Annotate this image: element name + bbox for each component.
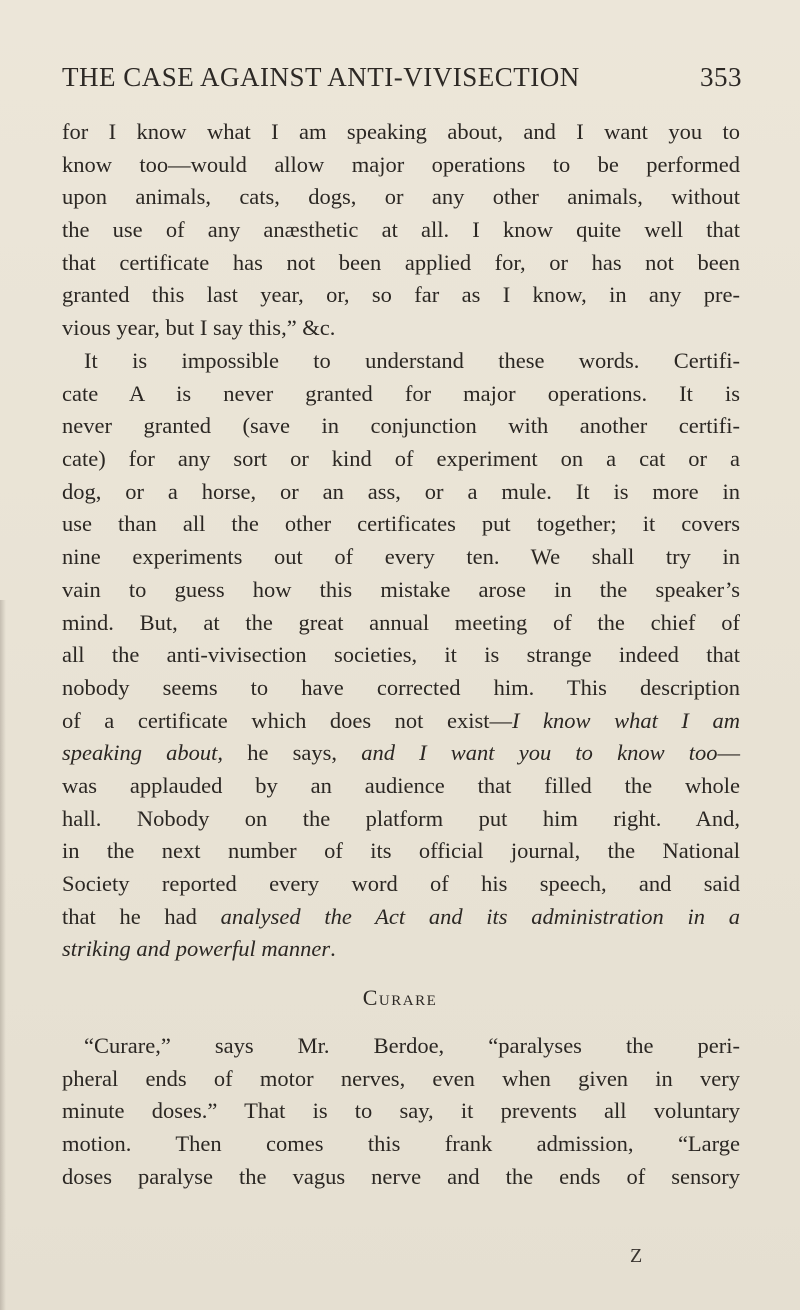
text-line: cate) for any sort or kind of experiment on a cat or a xyxy=(62,446,740,472)
italic-quote: and I want you to know too xyxy=(361,740,718,766)
text-line: “Curare,” says Mr. Berdoe, “paralyses the peri- xyxy=(84,1033,740,1058)
paragraph-curare xyxy=(62,1030,740,1193)
text-run: that he had xyxy=(62,903,221,929)
text-line: motion. Then comes this frank admission, “Large xyxy=(62,1131,740,1157)
page-gutter-shadow xyxy=(0,600,6,1310)
text-line: in the next number of its official journal, the National xyxy=(62,838,740,864)
text-line: know too—would allow major operations to be performed xyxy=(62,151,740,177)
text-line: that certificate has not been applied for, or has not been xyxy=(62,249,740,275)
text-line: all the anti-vivisection societies, it is strange indeed that xyxy=(62,642,740,668)
text-line: dog, or a horse, or an ass, or a mule. It is more in xyxy=(62,478,740,504)
text-run: he says, xyxy=(223,740,362,766)
text-line: was applauded by an audience that filled the whole xyxy=(62,772,740,798)
text-line: nobody seems to have corrected him. This description xyxy=(62,674,740,700)
text-line xyxy=(62,737,740,770)
text-line xyxy=(62,901,740,934)
text-run: of a certificate which does not exist— xyxy=(62,707,512,733)
text-line: use than all the other certificates put together; it covers xyxy=(62,511,740,537)
text-line: nine experiments out of every ten. We shall try in xyxy=(62,544,740,570)
text-line: never granted (save in conjunction with another certifi- xyxy=(62,413,740,439)
paragraph-continuation xyxy=(62,116,740,345)
text-line: vious year, but I say this,” &c. xyxy=(62,315,336,341)
text-line: vain to guess how this mistake arose in the speaker’s xyxy=(62,576,740,602)
text-line: for I know what I am speaking about, and I want you to xyxy=(62,119,740,144)
section-heading: Curare xyxy=(362,985,438,1010)
text-run: — xyxy=(717,740,741,766)
text-line: upon animals, cats, dogs, or any other animals, without xyxy=(62,184,740,210)
page-number: 353 xyxy=(700,62,742,92)
text-line: the use of any anæsthetic at all. I know quite well that xyxy=(62,217,740,243)
italic-quote: striking and powerful manner xyxy=(62,936,331,962)
text-line: doses paralyse the vagus nerve and the ends of sensory xyxy=(62,1163,740,1189)
italic-quote: analysed the Act and its administration in a xyxy=(220,903,740,929)
signature-mark: Z xyxy=(630,1245,643,1267)
text-line: minute doses.” That is to say, it prevents all voluntary xyxy=(62,1098,740,1124)
running-header xyxy=(62,62,742,102)
text-line xyxy=(62,705,740,738)
paragraph-certificate xyxy=(62,345,740,966)
text-line xyxy=(62,933,740,966)
text-line: mind. But, at the great annual meeting of the chief of xyxy=(62,609,740,635)
text-line: Society reported every word of his speech, and said xyxy=(62,871,740,896)
text-line: pheral ends of motor nerves, even when given in very xyxy=(62,1065,740,1091)
text-line: cate A is never granted for major operations. It is xyxy=(62,380,740,406)
text-line: hall. Nobody on the platform put him right. And, xyxy=(62,805,740,831)
italic-quote: I know what I am xyxy=(512,707,740,733)
text-line: granted this last year, or, so far as I know, in any pre- xyxy=(62,282,740,308)
text-line: It is impossible to understand these words. Certifi- xyxy=(84,348,740,373)
text-run: . xyxy=(330,936,336,962)
running-title: THE CASE AGAINST ANTI-VIVISECTION xyxy=(62,62,580,92)
italic-quote: speaking about, xyxy=(62,740,224,766)
